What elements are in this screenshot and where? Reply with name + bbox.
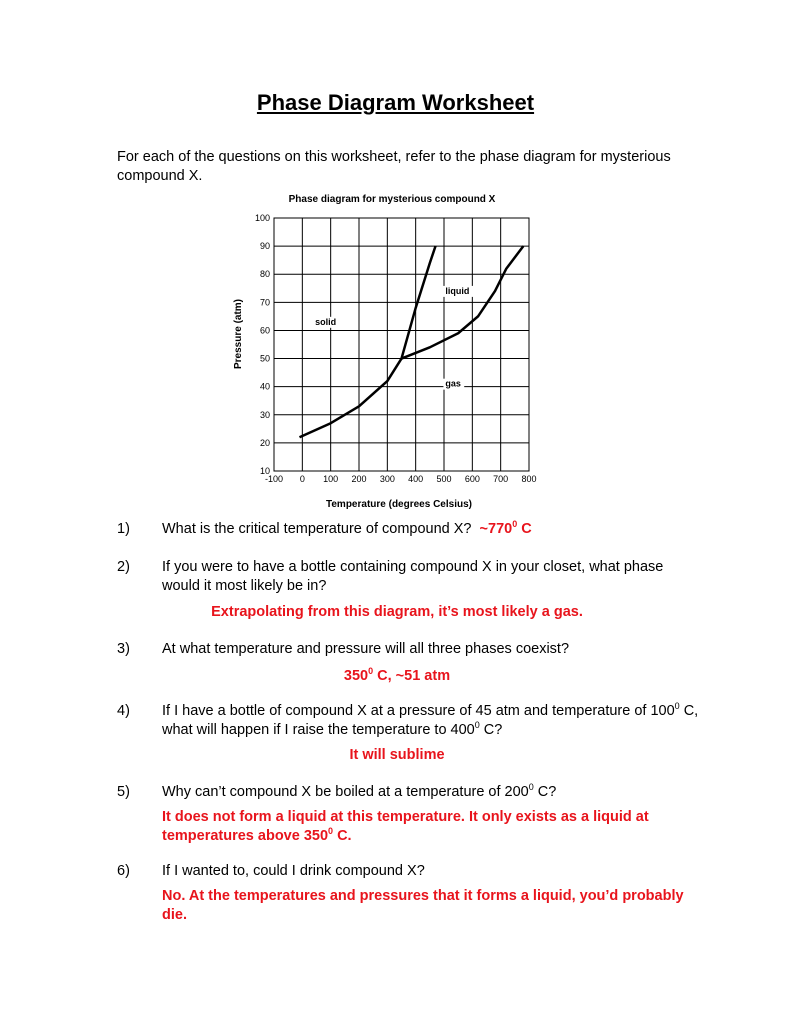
x-tick-label: 600: [464, 474, 480, 484]
answer-6: No. At the temperatures and pressures that it forms a liquid, you’d probably die.: [162, 888, 684, 923]
x-tick-label: 0: [299, 474, 305, 484]
y-tick-label: 50: [259, 353, 270, 364]
question-2-number: 2): [117, 559, 130, 575]
intro-text: For each of the questions on this worksheet, refer to the phase diagram for mysterious compound X.: [117, 149, 671, 184]
answer-3: $350^0$ C, ~51 atm: [343, 666, 451, 684]
page-title: Phase Diagram Worksheet: [256, 90, 535, 115]
y-tick-label: 60: [259, 325, 270, 336]
y-tick-label: 20: [259, 437, 270, 448]
question-1: [162, 520, 702, 539]
question-6-number: 6): [117, 863, 130, 879]
y-tick-label: 100: [254, 213, 270, 223]
plot-frame: [274, 218, 529, 471]
phase-label-solid: solid: [315, 316, 337, 327]
phase-labels: [313, 286, 481, 390]
chart-grid: [274, 218, 529, 471]
answer-4: It will sublime: [349, 747, 445, 763]
x-tick-label: -100: [264, 474, 284, 484]
answer-2: Extrapolating from this diagram, it’s most likely a gas.: [211, 604, 583, 620]
question-2-text: If you were to have a bottle containing compound X in your closet, what phase would it most likely be in?: [162, 559, 664, 594]
y-tick-label: 80: [259, 269, 270, 280]
question-5-text: Why can’t compound X be boiled at a temperature of $200^0$ C?: [162, 782, 557, 800]
question-3-text: At what temperature and pressure will all three phases coexist?: [162, 641, 570, 657]
y-tick-label: 30: [259, 409, 270, 420]
question-6-text: If I wanted to, could I drink compound X?: [162, 863, 425, 879]
question-1-number: 1): [117, 521, 130, 537]
x-tick-label: 100: [323, 474, 339, 484]
x-tick-label: 300: [379, 474, 395, 484]
x-tick-label: 200: [351, 474, 367, 484]
phase-boundary-1: [300, 359, 402, 438]
x-axis-label: Temperature (degrees Celsius): [326, 499, 472, 510]
y-tick-label: 90: [259, 241, 270, 252]
phase-label-gas: gas: [445, 378, 461, 389]
question-5-number: 5): [117, 784, 130, 800]
y-axis-label: Pressure (atm): [233, 298, 244, 370]
question-4-number: 4): [117, 703, 130, 719]
x-tick-label: 500: [436, 474, 452, 484]
question-3-number: 3): [117, 641, 130, 657]
chart-title: Phase diagram for mysterious compound X: [288, 194, 496, 205]
x-tick-label: 400: [408, 474, 424, 484]
phase-curves: [300, 246, 524, 437]
x-tick-label: 800: [521, 474, 537, 484]
answer-1: $\sim 770^0$ C: [479, 519, 532, 537]
x-tick-label: 700: [493, 474, 509, 484]
answer-5: It does not form a liquid at this temperature. It only exists as a liquid at temperatures above $350^0$ C.: [162, 809, 649, 844]
y-tick-label: 70: [259, 297, 270, 308]
question-1-text: What is the critical temperature of compound X?: [162, 521, 472, 537]
y-tick-label: 40: [259, 381, 270, 392]
phase-diagram-chart: [225, 188, 555, 513]
phase-label-liquid: liquid: [445, 285, 470, 296]
y-tick-label: 10: [259, 466, 270, 476]
question-4-text: If I have a bottle of compound X at a pressure of 45 atm and temperature of $100^0$ C, what will happen if I raise the temperature to $400^0$ C?: [162, 701, 699, 738]
